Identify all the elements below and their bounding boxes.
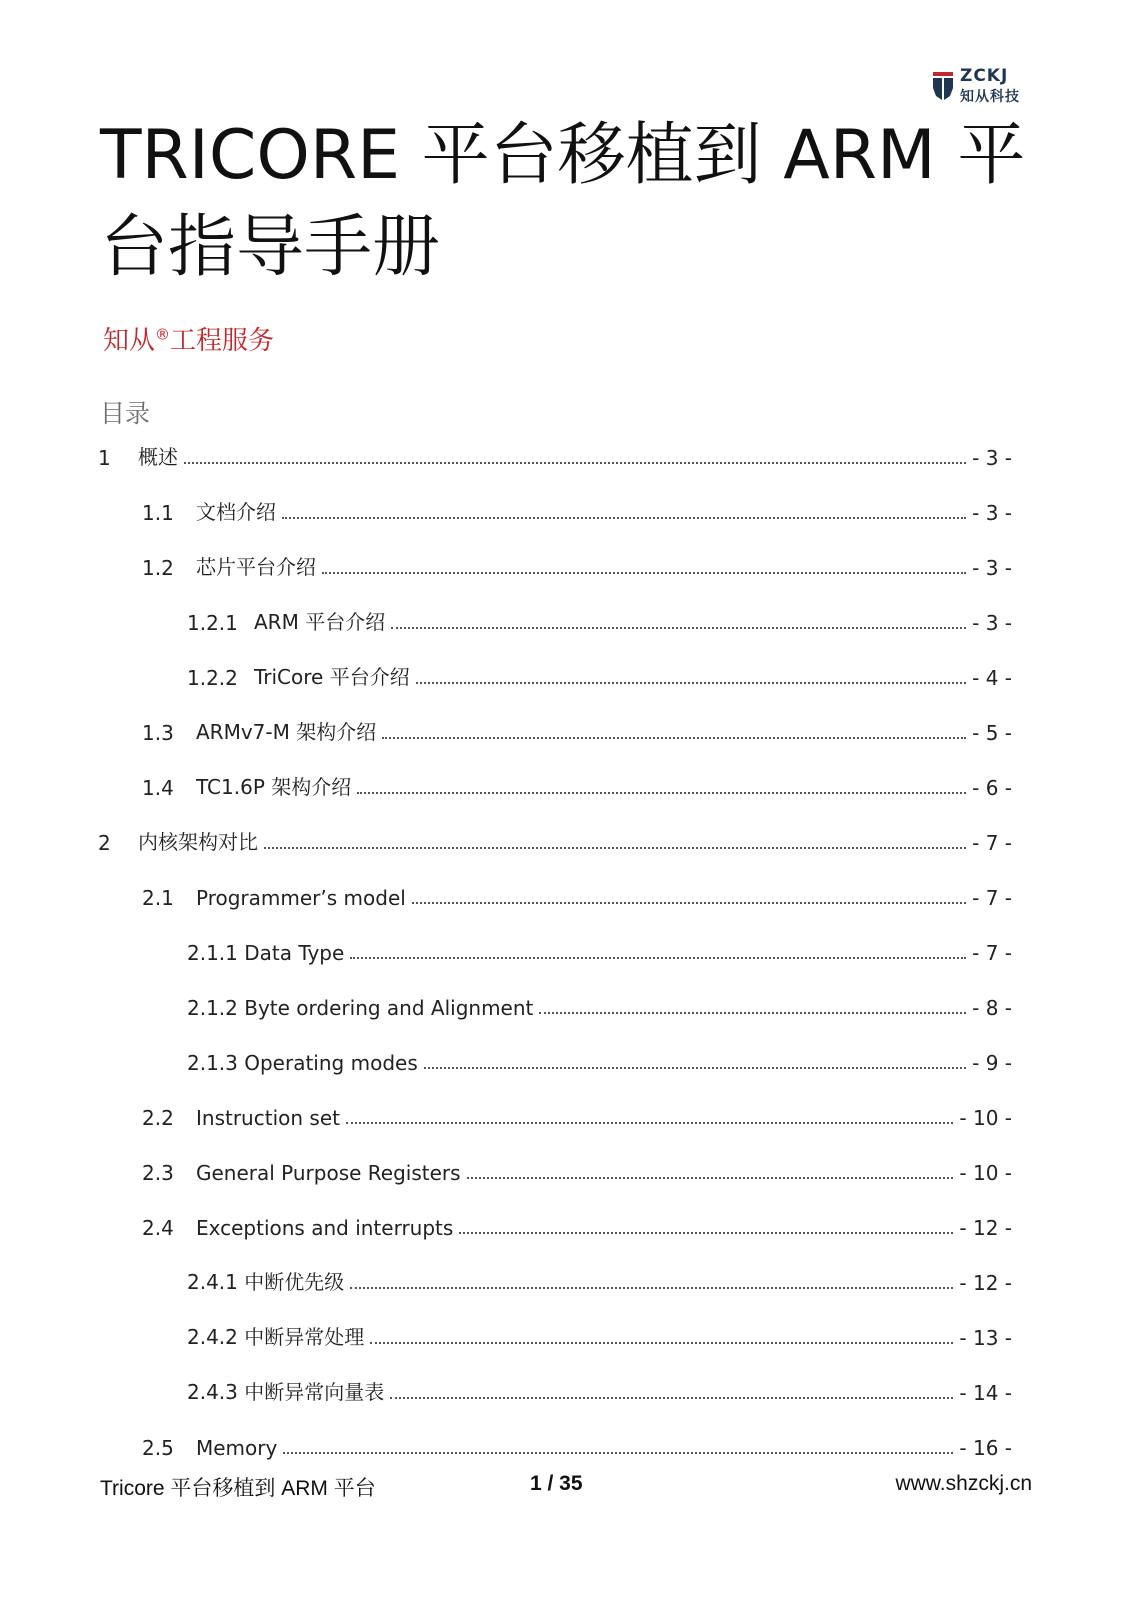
toc-leader: [357, 792, 966, 794]
toc-number: 2.5: [142, 1436, 174, 1460]
toc-page: - 13 -: [959, 1326, 1012, 1350]
toc-number: 1.2: [142, 556, 174, 580]
toc-page: - 14 -: [959, 1381, 1012, 1405]
toc-entry[interactable]: [142, 1094, 1012, 1130]
footer-page-number: 1 / 35: [530, 1472, 583, 1495]
toc-page: - 16 -: [959, 1436, 1012, 1460]
toc-leader: [390, 1397, 953, 1399]
toc-label: ARM 平台介绍: [254, 610, 386, 634]
toc-entry[interactable]: [187, 1259, 1012, 1295]
toc-page: - 4 -: [972, 666, 1012, 690]
toc-number: 1.3: [142, 721, 174, 745]
logo-mark-icon: [930, 68, 956, 102]
toc-page: - 6 -: [972, 776, 1012, 800]
toc-entry[interactable]: [187, 654, 1012, 690]
toc-label: 2.4.2 中断异常处理: [187, 1325, 365, 1349]
toc-page: - 10 -: [959, 1161, 1012, 1185]
toc-label: TC1.6P 架构介绍: [196, 775, 352, 799]
toc-leader: [539, 1012, 966, 1014]
toc-label: 概述: [138, 445, 178, 469]
toc-page: - 3 -: [972, 446, 1012, 470]
toc-leader: [350, 957, 966, 959]
toc-page: - 5 -: [972, 721, 1012, 745]
toc-leader: [346, 1122, 953, 1124]
toc-entry[interactable]: [98, 434, 1012, 470]
toc-leader: [382, 737, 966, 739]
toc-leader: [264, 847, 966, 849]
toc-label: 内核架构对比: [138, 830, 258, 854]
toc-leader: [467, 1177, 954, 1179]
company-logo: [930, 66, 1032, 106]
logo-text-cn: 知从科技: [960, 89, 1020, 105]
toc-number: 1.1: [142, 501, 174, 525]
toc-page: - 9 -: [972, 1051, 1012, 1075]
toc-page: - 10 -: [959, 1106, 1012, 1130]
toc-leader: [459, 1232, 953, 1234]
subtitle-prefix: 知从: [103, 326, 156, 356]
footer-website-link[interactable]: www.shzckj.cn: [895, 1472, 1032, 1495]
toc-label: 2.1.1 Data Type: [187, 941, 345, 965]
toc-page: - 3 -: [972, 501, 1012, 525]
toc-leader: [282, 517, 966, 519]
subtitle: [103, 320, 274, 357]
toc-leader: [370, 1342, 953, 1344]
toc-entry[interactable]: [142, 764, 1012, 800]
toc-label: Exceptions and interrupts: [196, 1216, 454, 1240]
toc-number: 1.2.2: [187, 666, 238, 690]
toc-number: 2: [98, 831, 111, 855]
toc-number: 1: [98, 446, 111, 470]
toc-leader: [424, 1067, 966, 1069]
toc-page: - 7 -: [972, 941, 1012, 965]
registered-mark: ®: [155, 325, 171, 344]
toc-label: 芯片平台介绍: [196, 555, 316, 579]
toc-label: 2.4.3 中断异常向量表: [187, 1380, 385, 1404]
toc-number: 2.1: [142, 886, 174, 910]
toc-entry[interactable]: [142, 489, 1012, 525]
toc-entry[interactable]: [187, 984, 1012, 1020]
footer-doc-title: Tricore 平台移植到 ARM 平台: [100, 1477, 376, 1500]
toc-leader: [184, 462, 966, 464]
document-title: TRICORE 平台移植到 ARM 平台指导手册: [100, 116, 1026, 287]
toc-entry[interactable]: [142, 1424, 1012, 1460]
toc-entry[interactable]: [187, 1314, 1012, 1350]
toc-page: - 3 -: [972, 556, 1012, 580]
toc-heading: 目录: [100, 399, 151, 428]
toc-page: - 7 -: [972, 831, 1012, 855]
toc-label: ARMv7-M 架构介绍: [196, 720, 377, 744]
toc-entry[interactable]: [142, 544, 1012, 580]
toc-leader: [283, 1452, 953, 1454]
toc-page: - 12 -: [959, 1271, 1012, 1295]
toc-number: 2.2: [142, 1106, 174, 1130]
toc-entry[interactable]: [142, 1204, 1012, 1240]
toc-entry[interactable]: [98, 819, 1012, 855]
toc-number: 2.4: [142, 1216, 174, 1240]
toc-label: General Purpose Registers: [196, 1161, 461, 1185]
page-footer: [100, 1472, 1032, 1506]
toc-leader: [412, 902, 966, 904]
toc-label: 2.4.1 中断优先级: [187, 1270, 345, 1294]
toc-entry[interactable]: [187, 1369, 1012, 1405]
toc-entry[interactable]: [187, 1039, 1012, 1075]
toc-entry[interactable]: [142, 1149, 1012, 1185]
toc-page: - 3 -: [972, 611, 1012, 635]
toc-entry[interactable]: [187, 929, 1012, 965]
toc-label: 2.1.3 Operating modes: [187, 1051, 418, 1075]
toc-number: 1.2.1: [187, 611, 238, 635]
toc-label: 2.1.2 Byte ordering and Alignment: [187, 996, 534, 1020]
logo-text-en: ZCKJ: [960, 66, 1009, 86]
toc-page: - 8 -: [972, 996, 1012, 1020]
subtitle-suffix: 工程服务: [170, 326, 275, 356]
toc-label: 文档介绍: [196, 500, 276, 524]
toc-label: Programmer’s model: [196, 886, 406, 910]
toc-entry[interactable]: [142, 874, 1012, 910]
toc-leader: [416, 682, 966, 684]
toc-entry[interactable]: [142, 709, 1012, 745]
toc-number: 2.3: [142, 1161, 174, 1185]
toc-leader: [322, 572, 966, 574]
toc-label: Memory: [196, 1436, 278, 1460]
toc-leader: [350, 1287, 953, 1289]
toc-leader: [391, 627, 966, 629]
toc-label: TriCore 平台介绍: [254, 665, 410, 689]
toc-number: 1.4: [142, 776, 174, 800]
toc-label: Instruction set: [196, 1106, 340, 1130]
toc-entry[interactable]: [187, 599, 1012, 635]
toc-page: - 12 -: [959, 1216, 1012, 1240]
toc-page: - 7 -: [972, 886, 1012, 910]
